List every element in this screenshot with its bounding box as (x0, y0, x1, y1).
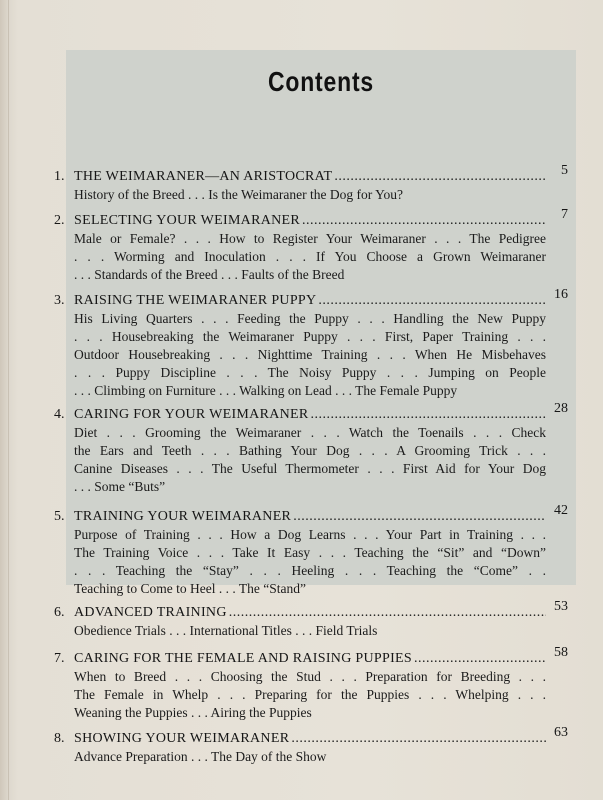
topic-list (74, 748, 546, 766)
topic-line: Male or Female? . . . How to Register Your Weimaraner . . . The Pedigree (74, 231, 546, 246)
topic-line: . . . Climbing on Furniture . . . Walking on Lead . . . The Female Puppy (74, 383, 458, 398)
chapter-number: 7. (54, 651, 65, 666)
chapter-number: 3. (54, 293, 65, 308)
topic-line: The Female in Whelp . . . Preparing for the Puppies . . . Whelping . . . (74, 687, 546, 702)
chapter-title: SHOWING YOUR WEIMARANER (74, 731, 290, 746)
topic-list (74, 526, 546, 598)
topic-line: Teaching to Come to Heel . . . The “Stand” (74, 581, 306, 596)
topic-line: Advance Preparation . . . The Day of the Show (74, 749, 327, 764)
topic-list (74, 230, 546, 284)
topic-list (74, 622, 546, 640)
leader-dots (414, 650, 546, 668)
toc-entry-3 (54, 287, 568, 400)
topic-line: . . . Worming and Inoculation . . . If You Choose a Grown Weimaraner (74, 249, 546, 264)
chapter-number: 1. (54, 169, 65, 184)
topic-list (74, 186, 546, 204)
leader-dots (334, 168, 546, 186)
chapter-number: 8. (54, 731, 65, 746)
toc-entry-5 (54, 503, 568, 598)
leader-dots (291, 730, 546, 748)
topic-line: . . . Standards of the Breed . . . Faults of the Breed (74, 267, 345, 282)
page-number: 5 (561, 163, 568, 178)
topic-list (74, 310, 546, 400)
page-binding-edge (0, 0, 9, 800)
page-title: Contents (267, 66, 375, 97)
leader-dots (311, 406, 546, 424)
entry-heading-row (54, 401, 568, 424)
toc-entry-4 (54, 401, 568, 496)
chapter-title: SELECTING YOUR WEIMARANER (74, 213, 301, 228)
chapter-title: ADVANCED TRAINING (74, 605, 227, 620)
toc-entry-7 (54, 645, 568, 722)
chapter-number: 6. (54, 605, 65, 620)
topic-line: Obedience Trials . . . International Titles . . . Field Trials (74, 623, 378, 638)
entry-heading-row (54, 725, 568, 748)
chapter-number: 5. (54, 509, 65, 524)
page-number: 42 (554, 503, 568, 518)
topic-line: His Living Quarters . . . Feeding the Puppy . . . Handling the New Puppy (74, 311, 546, 326)
entry-heading-row (54, 599, 568, 622)
leader-dots (229, 604, 546, 622)
topic-line: . . . Teaching the “Stay” . . . Heeling . . . Teaching the “Come” . . (74, 563, 546, 578)
topic-line: . . . Housebreaking the Weimaraner Puppy . . . First, Paper Training . . . (74, 329, 546, 344)
entry-heading-row (54, 645, 568, 668)
toc-entry-6 (54, 599, 568, 640)
topic-line: Diet . . . Grooming the Weimaraner . . . Watch the Toenails . . . Check (74, 425, 546, 440)
toc-entry-1 (54, 163, 568, 204)
chapter-title: TRAINING YOUR WEIMARANER (74, 509, 292, 524)
chapter-title: RAISING THE WEIMARANER PUPPY (74, 293, 317, 308)
topic-line: . . . Some “Buts” (74, 479, 166, 494)
toc-entry-2 (54, 207, 568, 284)
page-number: 28 (554, 401, 568, 416)
page-number: 16 (554, 287, 568, 302)
topic-line: . . . Puppy Discipline . . . The Noisy Puppy . . . Jumping on People (74, 365, 546, 380)
page-number: 7 (561, 207, 568, 222)
leader-dots (318, 292, 546, 310)
topic-line: The Training Voice . . . Take It Easy . . . Teaching the “Sit” and “Down” (74, 545, 546, 560)
topic-line: the Ears and Teeth . . . Bathing Your Dog . . . A Grooming Trick . . . (74, 443, 546, 458)
chapter-number: 4. (54, 407, 65, 422)
entry-heading-row (54, 163, 568, 186)
topic-line: Canine Diseases . . . The Useful Thermometer . . . First Aid for Your Dog (74, 461, 546, 476)
entry-heading-row (54, 207, 568, 230)
entry-heading-row (54, 503, 568, 526)
leader-dots (293, 508, 546, 526)
chapter-title: THE WEIMARANER—AN ARISTOCRAT (74, 169, 333, 184)
leader-dots (302, 212, 546, 230)
chapter-title: CARING FOR YOUR WEIMARANER (74, 407, 309, 422)
topic-list (74, 668, 546, 722)
page-number: 63 (554, 725, 568, 740)
topic-line: Outdoor Housebreaking . . . Nighttime Training . . . When He Misbehaves (74, 347, 546, 362)
chapter-number: 2. (54, 213, 65, 228)
toc-entry-8 (54, 725, 568, 766)
page-number: 53 (554, 599, 568, 614)
entry-heading-row (54, 287, 568, 310)
chapter-title: CARING FOR THE FEMALE AND RAISING PUPPIES (74, 651, 412, 666)
topic-line: Weaning the Puppies . . . Airing the Puppies (74, 705, 312, 720)
topic-line: Purpose of Training . . . How a Dog Learns . . . Your Part in Training . . . (74, 527, 546, 542)
topic-line: When to Breed . . . Choosing the Stud . . . Preparation for Breeding . . . (74, 669, 546, 684)
topic-list (74, 424, 546, 496)
page-number: 58 (554, 645, 568, 660)
topic-line: History of the Breed . . . Is the Weimaraner the Dog for You? (74, 187, 403, 202)
